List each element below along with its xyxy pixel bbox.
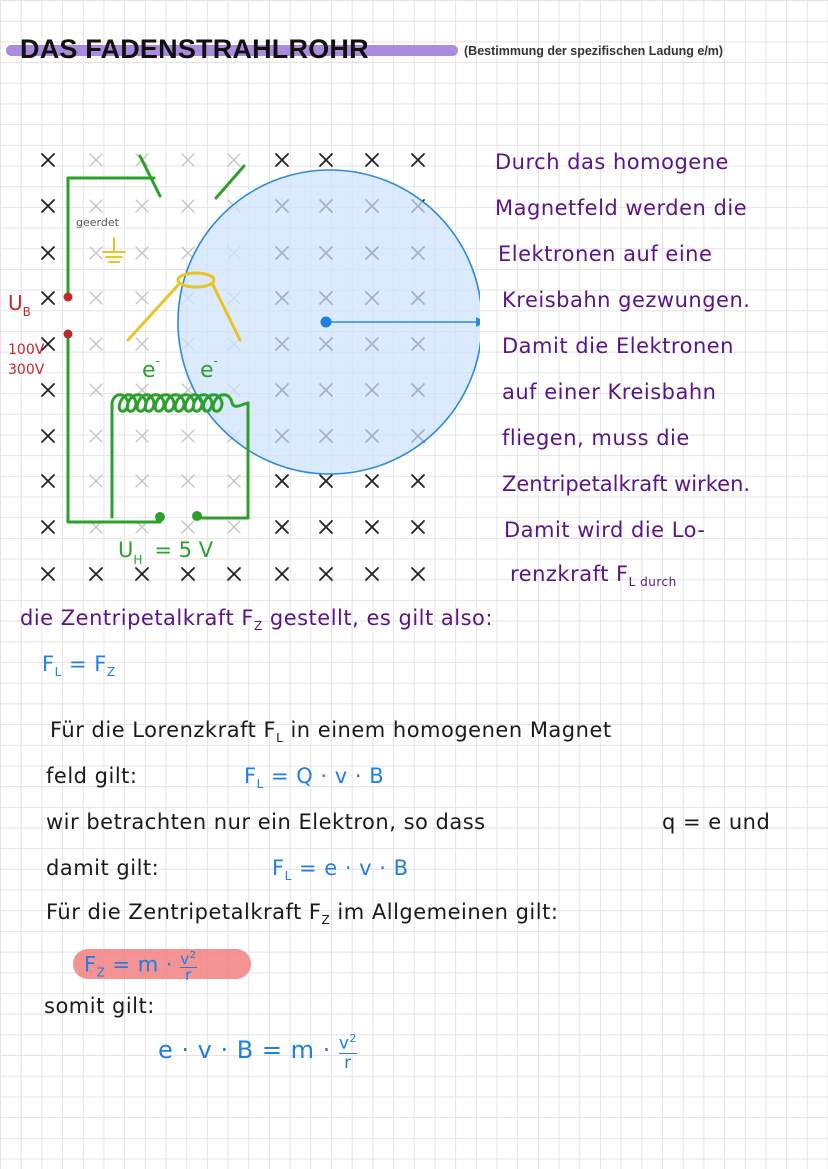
para-lorentz: Für die Lorenzkraft $F_L$ in einem homogenen Magnet (50, 718, 612, 746)
equation-lorentz-electron: $F_L = e \cdot v \cdot B$ (272, 856, 409, 884)
field-cross-icon (42, 200, 54, 212)
note-line-4: Kreisbahn gezwungen. (502, 288, 751, 312)
field-cross-icon (320, 475, 332, 487)
field-cross-icon (366, 154, 378, 166)
label-ub: $U_B$ (8, 291, 31, 319)
note-line-2: Magnetfeld werden die (495, 196, 748, 220)
note-line-full: die Zentripetalkraft $F_Z$ gestellt, es gilt also: (20, 606, 493, 634)
label-voltage-300: 300V (8, 362, 45, 378)
field-cross-icon (228, 521, 240, 533)
field-cross-icon (276, 154, 288, 166)
field-cross-icon (42, 384, 54, 396)
field-cross-icon (276, 568, 288, 580)
field-cross-icon (136, 430, 148, 442)
field-cross-icon (182, 200, 194, 212)
field-cross-icon (90, 200, 102, 212)
note-line-1: Durch das homogene (495, 150, 729, 174)
field-cross-icon (320, 568, 332, 580)
field-cross-icon (182, 521, 194, 533)
field-cross-icon (42, 475, 54, 487)
field-cross-icon (182, 430, 194, 442)
equation-final: e · v · B = m · $\frac{v^2}{r}$ (158, 1032, 357, 1073)
page-subtitle: (Bestimmung der spezifischen Ladung e/m) (464, 44, 724, 58)
field-cross-icon (182, 475, 194, 487)
field-cross-icon (136, 200, 148, 212)
anode-plate-left (140, 156, 160, 196)
field-cross-icon (90, 568, 102, 580)
label-voltage-100: 100V (8, 342, 45, 358)
equation-q-eq-e: q = e und (662, 810, 771, 834)
label-geerdet: geerdet (76, 216, 119, 229)
equation-zentripetal: $F_Z = m$ · $\frac{v^2}{r}$ (84, 950, 197, 984)
field-cross-icon (42, 430, 54, 442)
note-line-5: Damit die Elektronen (502, 334, 734, 358)
field-cross-icon (136, 292, 148, 304)
diagram-fadenstrahlrohr (0, 140, 480, 600)
field-cross-icon (42, 247, 54, 259)
field-cross-icon (228, 475, 240, 487)
equation-fl-eq-fz: $F_L = F_Z$ (42, 652, 116, 680)
note-line-9: Damit wird die Lo- (504, 518, 706, 542)
voltage-terminal-bottom (64, 330, 73, 339)
field-cross-icon (412, 154, 424, 166)
field-cross-icon (90, 292, 102, 304)
field-cross-icon (136, 568, 148, 580)
label-electron-2: e- (200, 354, 218, 383)
page-title: DAS FADENSTRAHLROHR (20, 34, 369, 64)
field-cross-icon (42, 292, 54, 304)
field-cross-icon (320, 521, 332, 533)
field-cross-icon (42, 521, 54, 533)
para-wir: wir betrachten nur ein Elektron, so dass (46, 810, 486, 834)
label-uh: $U_H = 5$ V (118, 538, 214, 567)
note-line-7: fliegen, muss die (502, 426, 690, 450)
field-cross-icon (136, 247, 148, 259)
field-cross-icon (136, 475, 148, 487)
anode-lead-wire (68, 178, 154, 296)
field-cross-icon (90, 154, 102, 166)
heater-terminal-right (192, 511, 202, 521)
field-cross-icon (366, 475, 378, 487)
field-cross-icon (276, 521, 288, 533)
equation-lorentz-general: $F_L = Q \cdot v \cdot B$ (244, 764, 385, 792)
field-cross-icon (228, 568, 240, 580)
field-cross-icon (276, 475, 288, 487)
title-block (6, 34, 369, 65)
note-line-6: auf einer Kreisbahn (502, 380, 717, 404)
orbit-center-dot (321, 317, 332, 328)
field-cross-icon (90, 384, 102, 396)
field-cross-icon (90, 475, 102, 487)
para-somit: somit gilt: (44, 994, 155, 1018)
note-line-8: Zentripetalkraft wirken. (502, 472, 751, 496)
para-zentripetal: Für die Zentripetalkraft $F_Z$ im Allgemeinen gilt: (46, 900, 559, 928)
para-feld: feld gilt: (46, 764, 138, 788)
note-line-10: renzkraft $F_{L durch}$ (510, 562, 677, 590)
field-cross-icon (366, 521, 378, 533)
field-cross-icon (182, 154, 194, 166)
field-cross-icon (90, 430, 102, 442)
field-cross-icon (366, 568, 378, 580)
field-cross-icon (412, 568, 424, 580)
field-cross-icon (228, 154, 240, 166)
heater-terminal-left (155, 512, 165, 522)
voltage-terminal-top (64, 293, 73, 302)
field-cross-icon (42, 154, 54, 166)
field-cross-icon (412, 521, 424, 533)
field-cross-icon (136, 338, 148, 350)
label-electron-1: e- (142, 354, 160, 383)
field-cross-icon (320, 154, 332, 166)
field-cross-icon (42, 568, 54, 580)
note-line-3: Elektronen auf eine (498, 242, 713, 266)
para-damit: damit gilt: (46, 856, 160, 880)
anode-plate-right (216, 166, 244, 198)
field-cross-icon (412, 475, 424, 487)
field-cross-icon (90, 338, 102, 350)
field-cross-icon (90, 247, 102, 259)
field-cross-icon (182, 568, 194, 580)
